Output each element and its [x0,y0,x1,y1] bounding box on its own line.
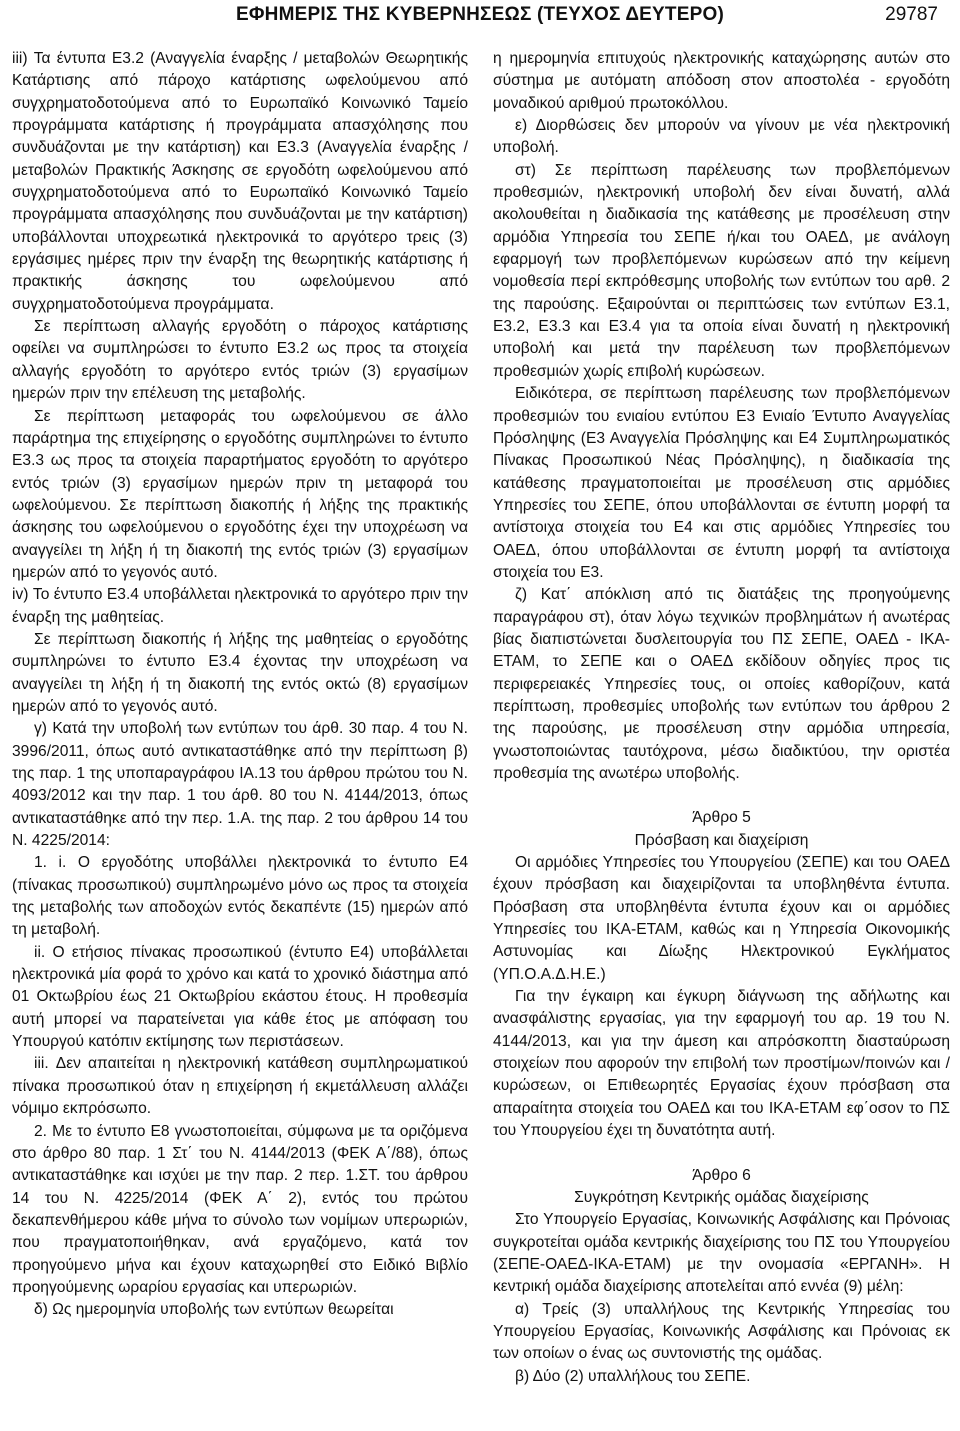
paragraph: β) Δύο (2) υπαλλήλους του ΣΕΠΕ. [515,1367,751,1385]
left-column [12,48,468,1322]
paragraph: iii) Τα έντυπα Ε3.2 (Αναγγελία έναρξης / μεταβολών Θεωρητικής Κατάρτισης από πάροχο κατάρτισης ωφελούμενου από συγχρηματοδοτούμενα από το Ευρωπαϊκό Κοινωνικό Ταμείο προγράμματα κατάρτισης ή προγράμματα απασχόλησης που συνδυάζονται με την κατάρτιση) και Ε3.3 (Αναγγελία έναρξης / μεταβολών Πρακτικής Άσκησης σε εργοδότη ωφελούμενου από συγχρηματοδοτούμενα από το Ευρωπαϊκό Κοινωνικό Ταμείο προγράμματα απασχόλησης που συνδυάζονται με την κατάρτιση) υποβάλλονται υποχρεωτικά ηλεκτρονικά το αργότερο τρεις (3) εργάσιμες ημέρες πριν την έναρξη της θεωρητικής κατάρτισης ή πρακτικής άσκησης του ωφελούμενου από συγχρηματοδοτούμενα προγράμματα. [12,50,468,313]
paragraph: 2. Με το έντυπο Ε8 γνωστοποιείται, σύμφωνα με τα οριζόμενα στο άρθρο 80 παρ. 1 Στ΄ του Ν. 4144/2013 (ΦΕΚ Α΄/88), όπως αντικαταστάθηκε και ισχύει με την παρ. 2 περ. 1.ΣΤ. του άρθρου 14 του Ν. 4225/2014 (ΦΕΚ Α΄ 2), εντός του πρώτου δεκαπενθήμερου κάθε μήνα το σύνολο των νομίμων υπερωριών, που πραγματοποιήθηκαν, ανά εργαζόμενο, κατά τον προηγούμενο μήνα και έχουν καταχωρηθεί στο Ειδικό Βιβλίο προηγούμενης ωραρίου εργασίας και υπερωριών. [12,1122,468,1296]
article-5-title: Άρθρο 5 [692,809,751,827]
gazette-title: ΕΦΗΜΕΡΙΣ ΤΗΣ ΚΥΒΕΡΝΗΣΕΩΣ (ΤΕΥΧΟΣ ΔΕΥΤΕΡΟ) [236,4,724,25]
paragraph: Για την έγκαιρη και έγκυρη διάγνωση της αδήλωτης και ανασφάλιστης εργασίας, για την εφαρμογή του αρ. 19 του Ν. 4144/2013, και για την άμεση και απρόσκοπτη διασταύρωση στοιχείων που αφορούν την επιβολή των προστίμων/ποινών και /κυρώσεων, οι Επιθεωρητές Εργασίας έχουν πρόσβαση στα απαραίτητα στοιχεία του ΟΑΕΔ και του ΙΚΑ-ΕΤΑΜ εφ΄οσον το ΠΣ του Υπουργείου έχει τη δυνατότητα αυτή. [493,988,950,1140]
paragraph: ζ) Κατ΄ απόκλιση από τις διατάξεις της προηγούμενης παραγράφου στ), όταν λόγω τεχνικών προβλημάτων ή ανωτέρας βίας διαπιστώνεται δυσλειτουργία του ΠΣ ΣΕΠΕ, ΟΑΕΔ - ΙΚΑ-ΕΤΑΜ, το ΣΕΠΕ και ο ΟΑΕΔ εκδίδουν οδηγίες προς τις περιφερειακές Υπηρεσίες τους, οι οποίες καθορίζουν, κατά περίπτωση, προθεσμίες υποβολής των εντύπων του άρθρου 2 της παρούσης, με προσέλευση στην αρμόδια υπηρεσία, γνωστοποιώντας ταυτόχρονα, μέσω διαδικτύου, την οριστέα προθεσμία της ανωτέρω υποβολής. [493,586,950,782]
page-number: 29787 [885,4,938,25]
paragraph: δ) Ως ημερομηνία υποβολής των εντύπων θεωρείται [34,1301,394,1319]
article-5-subtitle: Πρόσβαση και διαχείριση [634,831,809,849]
page-header [14,4,946,34]
paragraph: ii. Ο ετήσιος πίνακας προσωπικού (έντυπο Ε4) υποβάλλεται ηλεκτρονικά μία φορά το χρόνο και κατά το χρονικό διάστημα από 01 Οκτωβρίου έως 21 Οκτωβρίου εκάστου έτους. Η προθεσμία αυτή μπορεί να παρατείνεται για κάθε έτος με απόφαση του Υπουργού κατόπιν εκτίμησης των περιστάσεων. [12,943,468,1051]
right-column [493,48,950,1388]
paragraph: Σε περίπτωση διακοπής ή λήξης της μαθητείας ο εργοδότης συμπληρώνει το έντυπο Ε3.4 έχοντας την υποχρέωση να αναγγείλει τη λήξη ή τη διακοπή της εντός οκτώ (8) εργασίμων ημερών από το γεγονός αυτό. [12,630,468,715]
paragraph: γ) Κατά την υποβολή των εντύπων του άρθ. 30 παρ. 4 του Ν. 3996/2011, όπως αυτό αντικαταστάθηκε από την περίπτωση β) της παρ. 1 της υποπαραγράφου ΙΑ.13 του άρθρου πρώτου του Ν. 4093/2012 και την παρ. 1 του άρθ. 80 του Ν. 4144/2013, όπως αντικαταστάθηκε από την περ. 1.Α. της παρ. 2 του άρθρου 14 του Ν. 4225/2014: [12,720,468,850]
paragraph: Σε περίπτωση αλλαγής εργοδότη ο πάροχος κατάρτισης οφείλει να συμπληρώσει το έντυπο Ε3.2 ως προς τα στοιχεία αλλαγής εργοδότη το αργότερο εντός τριών (3) εργασίμων ημερών πριν την επέλευση της μεταβολής. [12,318,468,403]
paragraph: iv) Το έντυπο Ε3.4 υποβάλλεται ηλεκτρονικά το αργότερο πριν την έναρξη της μαθητείας. [12,586,468,626]
paragraph: Σε περίπτωση μεταφοράς του ωφελούμενου σε άλλο παράρτημα της επιχείρησης ο εργοδότης συμπληρώνει το έντυπο Ε3.3 ως προς τα στοιχεία παραρτήματος εργοδότη το αργότερο εντός τριών (3) εργασίμων ημερών πριν τη μεταφορά του ωφελούμενου. Σε περίπτωση διακοπής ή λήξης της πρακτικής άσκησης του ωφελούμενου ο εργοδότης έχει την υποχρέωση να αναγγείλει τη λήξη ή τη διακοπή της εντός τριών (3) εργασίμων ημερών από το γεγονός αυτό. [12,407,468,581]
paragraph: στ) Σε περίπτωση παρέλευσης των προβλεπόμενων προθεσμιών, ηλεκτρονική υποβολή δεν είναι δυνατή, αλλά ακολουθείται η διαδικασία της κατάθεσης με προσέλευση στην αρμόδια Υπηρεσία του ΣΕΠΕ ή/και του ΟΑΕΔ, με ανάλογη εφαρμογή των προβλεπόμενων κυρώσεων από την κείμενη νομοθεσία περί εκπρόθεσμης υποβολής των εντύπων του αρθ. 2 της παρούσης. Εξαιρούνται οι περιπτώσεις των εντύπων Ε3.1, Ε3.2, Ε3.3 και Ε3.4 για τα οποία είναι δυνατή η ηλεκτρονική υποβολή και μετά την παρέλευση των προβλεπόμενων προθεσμιών χωρίς επιβολή κυρώσεων. [493,161,950,380]
paragraph: η ημερομηνία επιτυχούς ηλεκτρονικής καταχώρησης αυτών στο σύστημα με αυτόματη απόδοση στον αποστολέα - εργοδότη μοναδικού αριθμού πρωτοκόλλου. [493,50,950,112]
paragraph: Στο Υπουργείο Εργασίας, Κοινωνικής Ασφάλισης και Πρόνοιας συγκροτείται ομάδα κεντρικής διαχείρισης του ΠΣ του Υπουργείου (ΣΕΠΕ-ΟΑΕΔ-ΙΚΑ-ΕΤΑΜ) με την ονομασία «ΕΡΓΑΝΗ». Η κεντρική ομάδα διαχείρισης αποτελείται από εννέα (9) μέλη: [493,1211,950,1296]
paragraph: 1. i. Ο εργοδότης υποβάλλει ηλεκτρονικά το έντυπο Ε4 (πίνακας προσωπικού) συμπληρωμένο μόνο ως προς τα στοιχεία της μεταβολής των αποδοχών εντός δεκαπέντε (15) ημερών από τη μεταβολή. [12,854,468,939]
paragraph: iii. Δεν απαιτείται η ηλεκτρονική κατάθεση συμπληρωματικού πίνακα προσωπικού όταν η επιχείρηση ή εκμετάλλευση αλλάζει νόμιμο εκπρόσωπο. [12,1055,468,1118]
paragraph: Ειδικότερα, σε περίπτωση παρέλευσης των προβλεπόμενων προθεσμιών του ενιαίου εντύπου Ε3 Ενιαίο Έντυπο Αναγγελίας Πρόσληψης (Ε3 Αναγγελία Πρόσληψης και Ε4 Συμπληρωματικός Πίνακας Προσωπικού Νέας Πρόσληψης), η διαδικασία της κατάθεσης πραγματοποιείται με προσέλευση στις αρμόδιες Υπηρεσίες του ΣΕΠΕ, όπου υποβάλλονται σε έντυπη μορφή τα αντίστοιχα στοιχεία του Ε4 και στις αρμόδιες Υπηρεσίες του ΟΑΕΔ, όπου υποβάλλονται σε έντυπη μορφή τα αντίστοιχα στοιχεία του Ε3. [493,385,950,581]
article-6-subtitle: Συγκρότηση Κεντρικής ομάδας διαχείρισης [574,1188,869,1206]
paragraph: ε) Διορθώσεις δεν μπορούν να γίνουν με νέα ηλεκτρονική υποβολή. [493,117,950,157]
paragraph: Οι αρμόδιες Υπηρεσίες του Υπουργείου (ΣΕΠΕ) και του ΟΑΕΔ έχουν πρόσβαση και διαχειρίζονται τα υποβληθέντα έντυπα. Πρόσβαση στα υποβληθέντα έντυπα έχουν και οι αρμόδιες Υπηρεσίες του ΙΚΑ-ΕΤΑΜ, καθώς και η Υπηρεσία Οικονομικής Αστυνομίας και Δίωξης Ηλεκτρονικού Εγκλήματος (ΥΠ.Ο.Α.Δ.Η.Ε.) [493,854,950,983]
paragraph: α) Τρείς (3) υπαλλήλους της Κεντρικής Υπηρεσίας του Υπουργείου Εργασίας, Κοινωνικής Ασφάλισης και Πρόνοιας εκ των οποίων ο ένας ως συντονιστής της ομάδας. [493,1300,950,1363]
article-6-title: Άρθρο 6 [692,1166,751,1184]
